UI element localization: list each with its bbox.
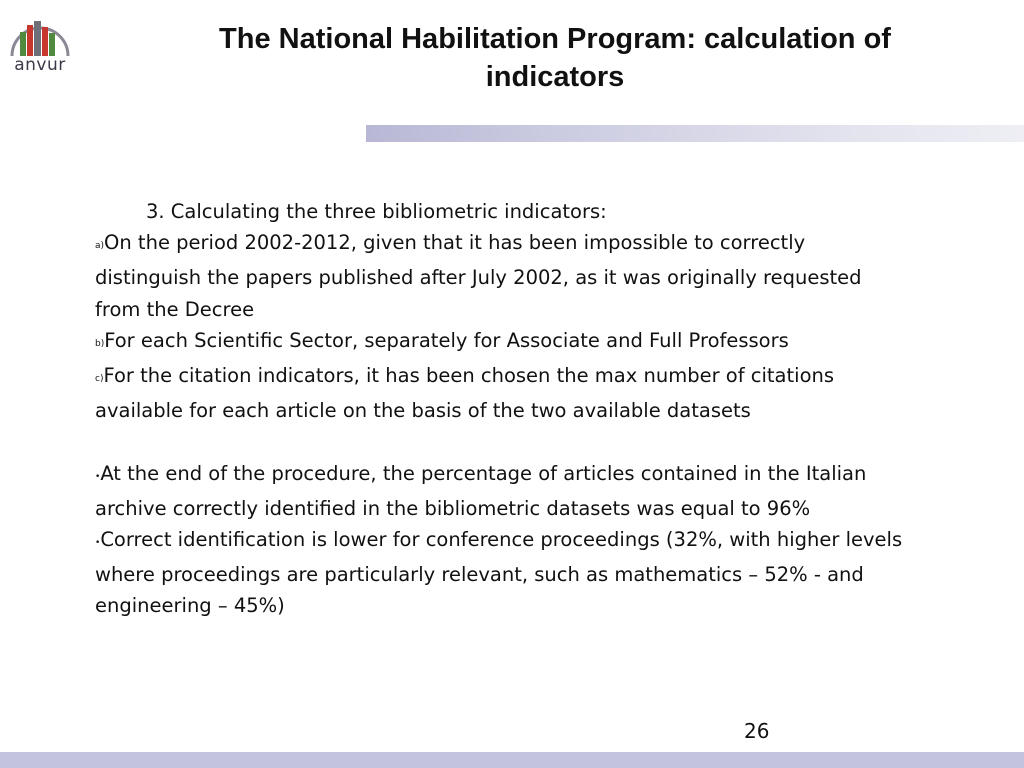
slide-title-line-1: The National Habilitation Program: calculation of xyxy=(219,23,891,55)
logo-bar xyxy=(34,21,41,56)
list-marker-b: b) xyxy=(95,338,105,349)
bullet-line: Correct identification is lower for conference proceedings (32%, with higher levels xyxy=(100,528,903,552)
logo-bar xyxy=(20,32,26,56)
bullet-item-1 xyxy=(95,458,975,493)
logo-bar xyxy=(42,27,48,56)
slide-body xyxy=(95,196,975,622)
list-item-line: available for each article on the basis of the two available datasets xyxy=(95,399,751,423)
list-item-line: For the citation indicators, it has been chosen the max number of citations xyxy=(103,364,835,388)
list-item-line: from the Decree xyxy=(95,297,255,321)
list-marker-a: a) xyxy=(95,241,105,252)
list-marker-c: c) xyxy=(95,374,104,385)
header-band xyxy=(366,125,1024,142)
bullet-marker: • xyxy=(95,538,101,549)
list-item-b xyxy=(95,325,975,360)
logo-bar xyxy=(27,25,33,56)
spacer xyxy=(95,426,975,457)
footer-band xyxy=(0,752,1024,768)
section-heading: 3. Calculating the three bibliometric indicators: xyxy=(146,200,607,223)
slide-title-line-2: indicators xyxy=(485,61,625,93)
bullet-line: At the end of the procedure, the percentage of articles contained in the Italian xyxy=(100,461,867,485)
list-item-line: distinguish the papers published after July 2002, as it was originally requested xyxy=(95,266,862,290)
bullet-marker: • xyxy=(95,471,101,482)
bullet-item-2 xyxy=(95,524,975,559)
bullet-line: engineering – 45%) xyxy=(95,594,285,618)
bullet-line: archive correctly identified in the bibliometric datasets was equal to 96% xyxy=(95,496,811,520)
list-item-line: For each Scientific Sector, separately for Associate and Full Professors xyxy=(104,328,789,352)
bullet-line: where proceedings are particularly relevant, such as mathematics – 52% - and xyxy=(95,563,864,587)
list-item-a xyxy=(95,227,975,262)
anvur-logo xyxy=(6,18,74,76)
logo-graphic xyxy=(6,18,74,58)
page-number: 26 xyxy=(744,719,770,743)
list-item-c xyxy=(95,360,975,395)
slide-title xyxy=(130,20,980,96)
logo-bar xyxy=(49,33,55,56)
logo-text: anvur xyxy=(14,55,66,75)
list-item-line: On the period 2002-2012, given that it has been impossible to correctly xyxy=(104,231,806,255)
